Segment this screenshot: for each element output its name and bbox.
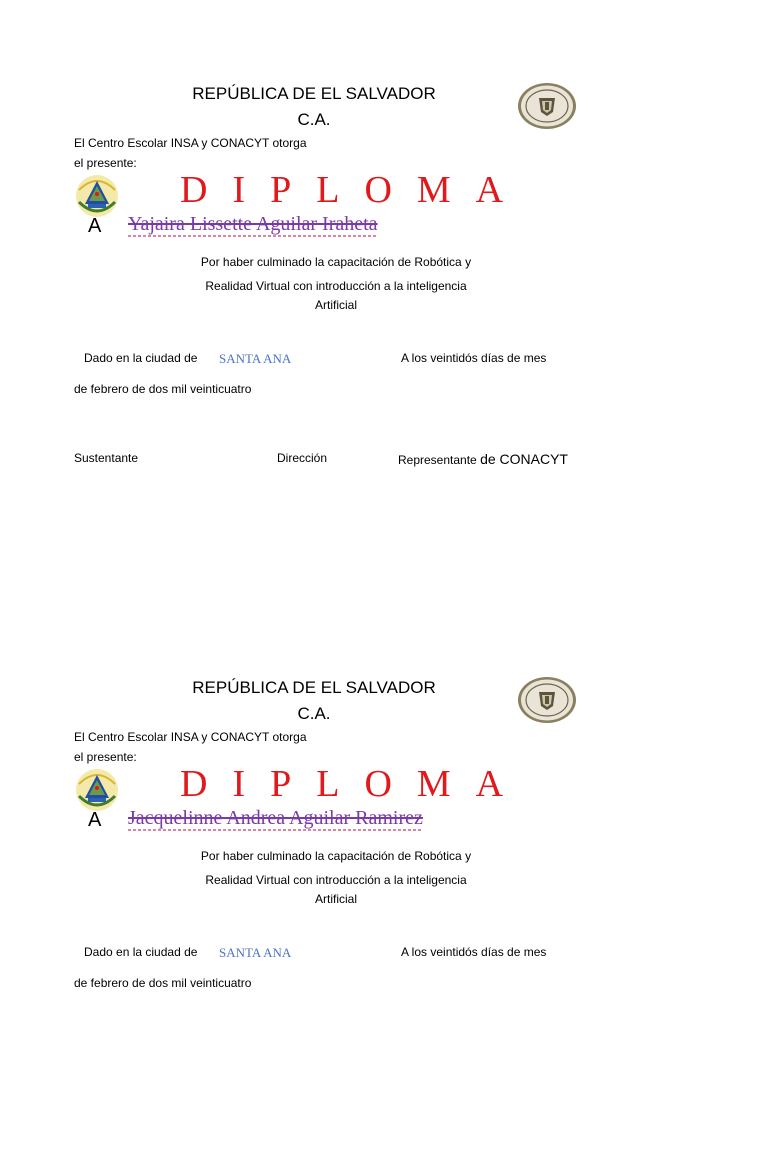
reason-line-1: Por haber culminado la capacitación de Robótica y [200,849,472,863]
city-name: SANTA ANA [219,945,292,960]
day-text: A los veintidós días de mes [401,945,547,959]
reason-line-3: Artificial [314,298,357,312]
city-label: Dado en la ciudad de [84,351,198,365]
diploma-title: DIPLOMA [180,169,529,211]
day-text: A los veintidós días de mes [401,351,547,365]
region-heading: C.A. [297,704,331,723]
city-label: Dado en la ciudad de [84,945,198,959]
recipient-prefix: A [88,809,102,831]
region-heading: C.A. [297,110,331,129]
grant-line: El Centro Escolar INSA y CONACYT otorga [74,136,307,150]
reason-line-2: Realidad Virtual con introducción a la inteligencia [205,873,467,887]
school-seal-icon [517,676,577,724]
el-salvador-coat-of-arms-icon [74,174,120,218]
month-text: de febrero de dos mil veinticuatro [74,976,252,990]
student-name: Yajaira Lissette Aguilar Iraheta [128,213,378,235]
diploma-1 [0,0,768,560]
present-line: el presente: [74,750,137,764]
month-text: de febrero de dos mil veinticuatro [74,382,252,396]
grant-line: El Centro Escolar INSA y CONACYT otorga [74,730,307,744]
signature-direction: Dirección [277,451,328,465]
diploma-title: DIPLOMA [180,763,529,805]
reason-line-1: Por haber culminado la capacitación de Robótica y [200,255,472,269]
school-seal-icon [517,82,577,130]
recipient-prefix: A [88,215,102,237]
country-heading: REPÚBLICA DE EL SALVADOR [192,84,436,103]
diploma-2 [0,594,768,1154]
country-heading: REPÚBLICA DE EL SALVADOR [192,678,436,697]
representative-suffix: de CONACYT [480,451,568,467]
el-salvador-coat-of-arms-icon [74,768,120,812]
student-name: Jacquelinne Andrea Aguilar Ramirez [128,807,423,829]
present-line: el presente: [74,156,137,170]
signature-student: Sustentante [74,451,139,465]
reason-line-3: Artificial [314,892,357,906]
reason-line-2: Realidad Virtual con introducción a la inteligencia [205,279,467,293]
representative-prefix: Representante [398,453,477,467]
city-name: SANTA ANA [219,351,292,366]
signature-representative [398,451,568,467]
